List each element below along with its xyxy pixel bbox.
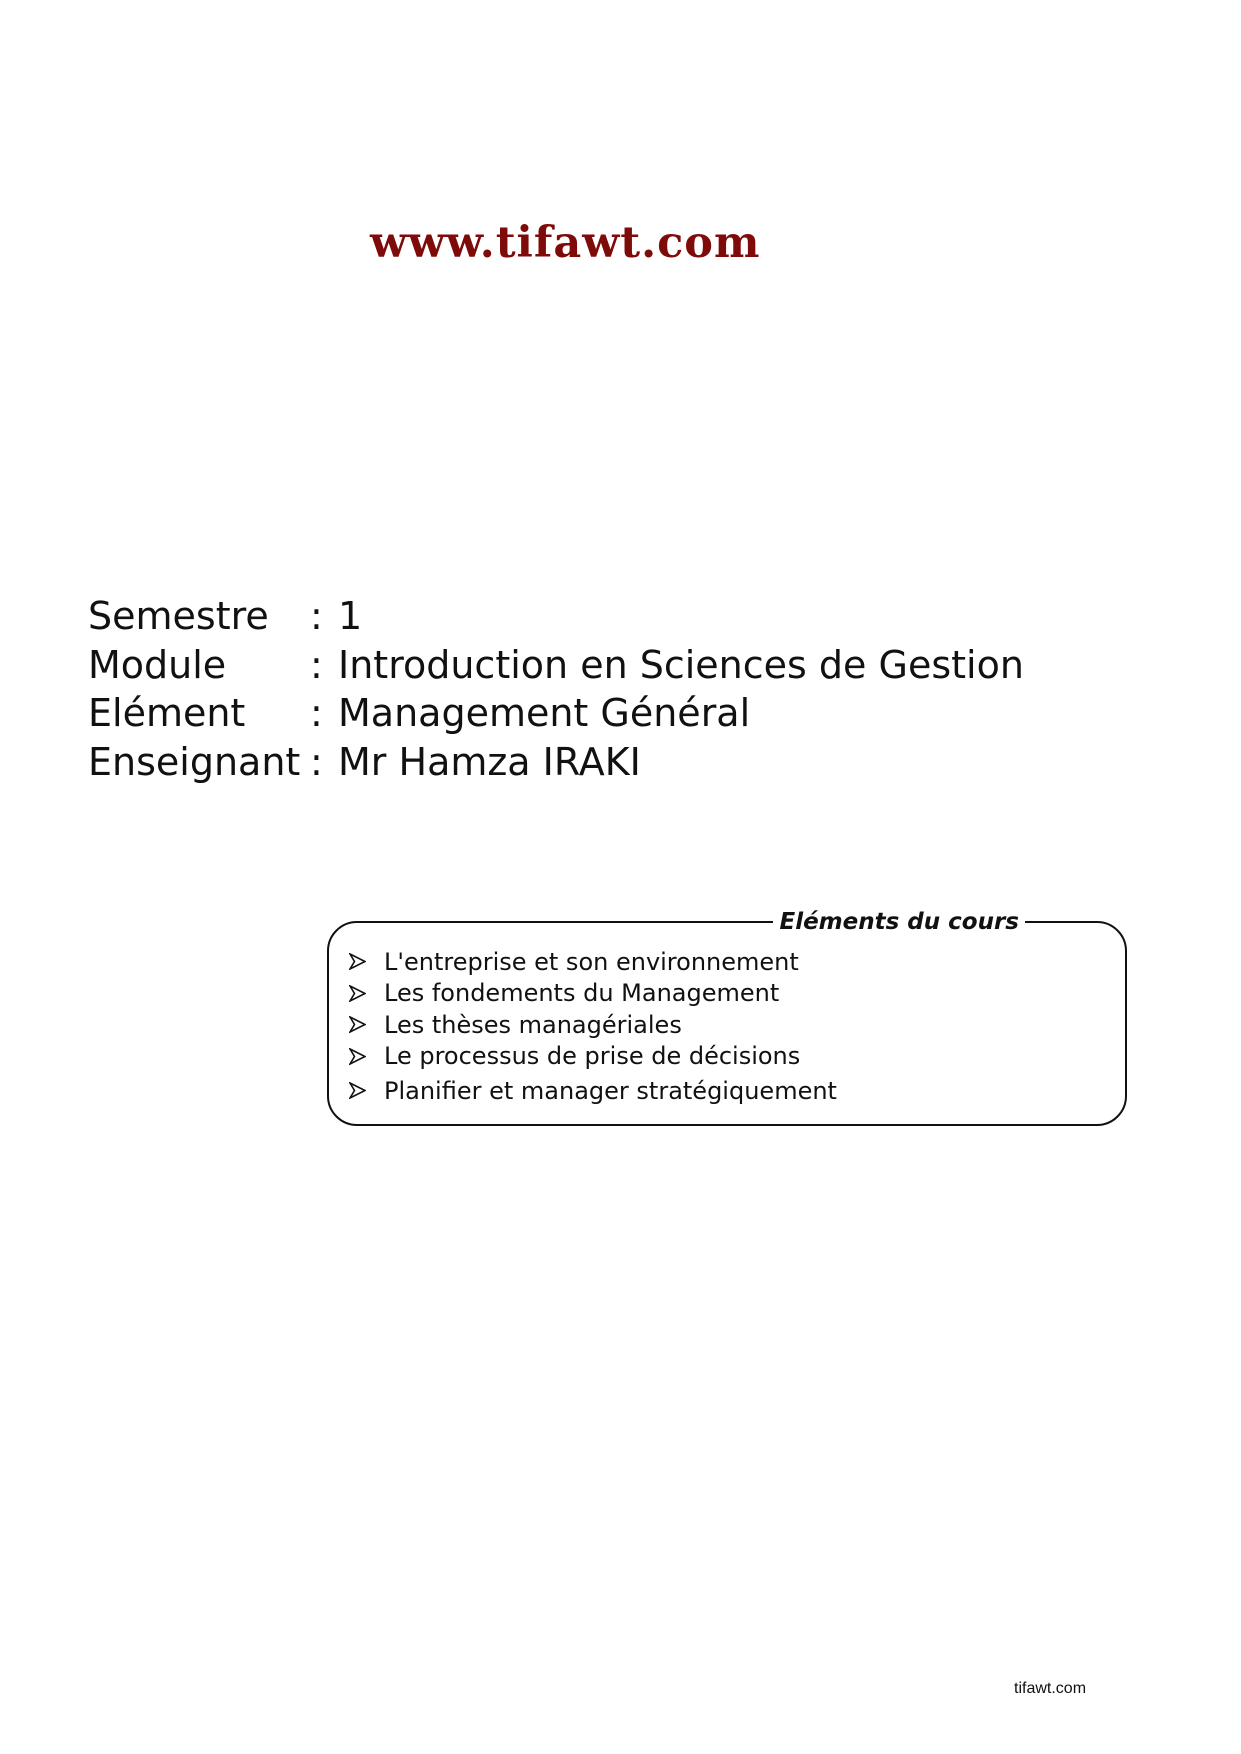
info-row-enseignant	[88, 738, 1024, 787]
info-row-semestre	[88, 592, 1024, 641]
list-item-label: Le processus de prise de décisions	[384, 1042, 801, 1071]
arrow-bullet-icon	[349, 1048, 366, 1065]
info-separator: :	[310, 594, 323, 638]
info-label: Module	[88, 642, 227, 687]
site-header-url: www.tifawt.com	[370, 218, 761, 268]
course-elements-box	[327, 909, 1127, 1126]
list-item-label: Les thèses managériales	[384, 1010, 682, 1039]
course-info-block	[88, 592, 1024, 786]
list-item-label: L'entreprise et son environnement	[384, 947, 799, 976]
list-item	[349, 946, 837, 978]
info-separator: :	[310, 739, 323, 784]
info-row-module	[88, 641, 1024, 690]
info-value: Mr Hamza IRAKI	[338, 739, 641, 784]
list-item	[349, 1075, 837, 1107]
info-row-element	[88, 689, 1024, 738]
arrow-bullet-icon	[349, 1082, 366, 1099]
list-item	[349, 978, 837, 1010]
list-item-label: Planifier et manager stratégiquement	[384, 1076, 837, 1105]
info-value: 1	[338, 594, 363, 638]
arrow-bullet-icon	[349, 953, 366, 970]
info-separator: :	[310, 691, 323, 735]
course-elements-list	[349, 946, 837, 1107]
footer-site-label: tifawt.com	[1014, 1680, 1087, 1697]
info-value: Management Général	[338, 691, 751, 735]
list-item-label: Les fondements du Management	[384, 979, 780, 1008]
info-label: Enseignant	[88, 739, 301, 784]
info-label: Semestre	[88, 594, 269, 638]
list-item	[349, 1009, 837, 1041]
arrow-bullet-icon	[349, 985, 366, 1002]
list-item	[349, 1041, 837, 1073]
info-separator: :	[310, 642, 323, 687]
info-value: Introduction en Sciences de Gestion	[338, 642, 1024, 687]
info-label: Elément	[88, 691, 246, 735]
arrow-bullet-icon	[349, 1016, 366, 1033]
course-box-title: Eléments du cours	[773, 909, 1025, 935]
